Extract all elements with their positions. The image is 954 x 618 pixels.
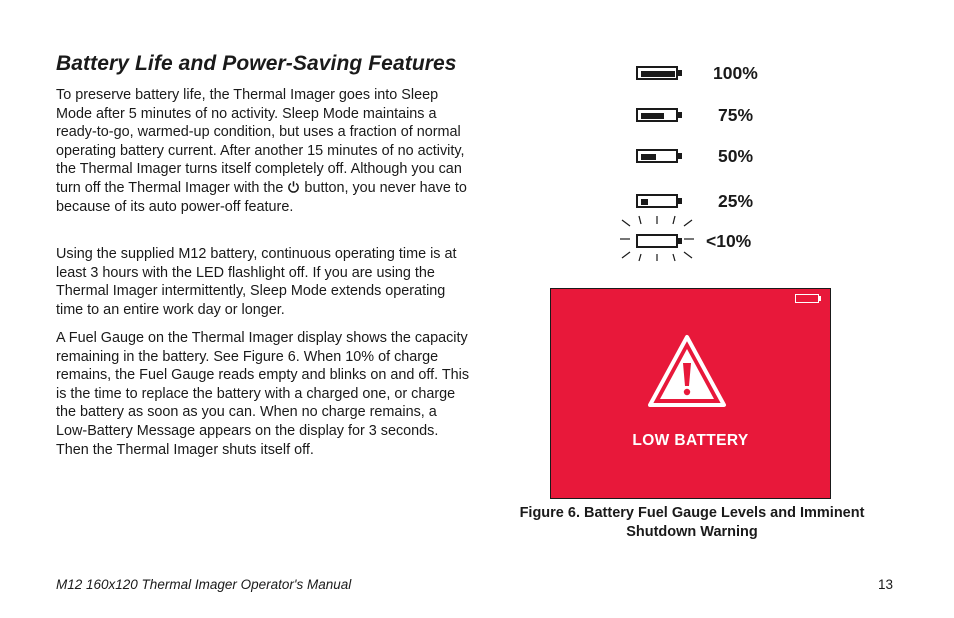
section-heading: Battery Life and Power-Saving Features xyxy=(56,52,457,75)
gauge-label: <10% xyxy=(706,231,752,251)
page-number: 13 xyxy=(878,577,894,592)
paragraph-operating-time: Using the supplied M12 battery, continuous operating time is at least 3 hours with the LED flashlight off. If you are using the Thermal Imager intermittently, Sleep Mode extends operating time to an entire work day or longer. xyxy=(56,246,457,318)
battery-icon xyxy=(636,234,678,248)
gauge-label: 100% xyxy=(713,63,758,83)
gauge-label: 25% xyxy=(718,191,754,211)
gauge-row-25 xyxy=(634,190,774,214)
battery-icon xyxy=(636,194,678,208)
battery-icon xyxy=(636,66,678,80)
gauge-row-10 xyxy=(634,230,774,254)
gauge-label: 75% xyxy=(718,105,754,125)
power-icon xyxy=(287,180,300,194)
battery-fill xyxy=(641,71,675,77)
gauge-label: 50% xyxy=(718,146,754,166)
caption-line-2: Shutdown Warning xyxy=(626,524,758,540)
battery-nub xyxy=(678,238,682,244)
battery-nub xyxy=(678,198,682,204)
paragraph-text: To preserve battery life, the Thermal Imager goes into Sleep Mode after 5 minutes of no activity. Sleep Mode maintains a ready-to-go, warmed-up condition, but uses a fraction of normal operating battery current. After another 15 minutes of no activity, the Thermal Imager turns itself completely off. Although you can turn off the Thermal Imager with the xyxy=(56,87,465,196)
paragraph-sleep-mode xyxy=(56,86,471,216)
paragraph-text: button, you never have to because of its auto power-off feature. xyxy=(56,179,467,215)
battery-nub xyxy=(678,112,682,118)
low-battery-message: LOW BATTERY xyxy=(632,432,749,449)
battery-icon xyxy=(636,108,678,122)
battery-icon xyxy=(636,149,678,163)
screen-battery-nub xyxy=(819,296,821,301)
battery-nub xyxy=(678,153,682,159)
gauge-row-100 xyxy=(634,62,774,86)
warning-triangle-icon xyxy=(647,333,727,413)
battery-fill xyxy=(641,113,664,119)
figure-caption xyxy=(490,504,894,542)
caption-line-1: Figure 6. Battery Fuel Gauge Levels and Imminent xyxy=(519,505,865,521)
paragraph-fuel-gauge: A Fuel Gauge on the Thermal Imager display shows the capacity remaining in the battery. See Figure 6. When 10% of charge remains, the Fuel Gauge reads empty and blinks on and off. This is the time to replace the battery with a charged one, or charge the battery as soon as you can. When no charge remains, a Low-Battery Message appears on the display for 3 seconds. Then the Thermal Imager shuts itself off. xyxy=(56,330,470,458)
gauge-row-50 xyxy=(634,145,774,169)
footer-manual-title: M12 160x120 Thermal Imager Operator's Manual xyxy=(56,577,352,592)
battery-fill xyxy=(641,154,656,160)
screen-battery-icon xyxy=(795,294,819,303)
battery-fill xyxy=(641,199,648,205)
battery-nub xyxy=(678,70,682,76)
gauge-row-75 xyxy=(634,104,774,128)
low-battery-screen xyxy=(550,288,831,499)
